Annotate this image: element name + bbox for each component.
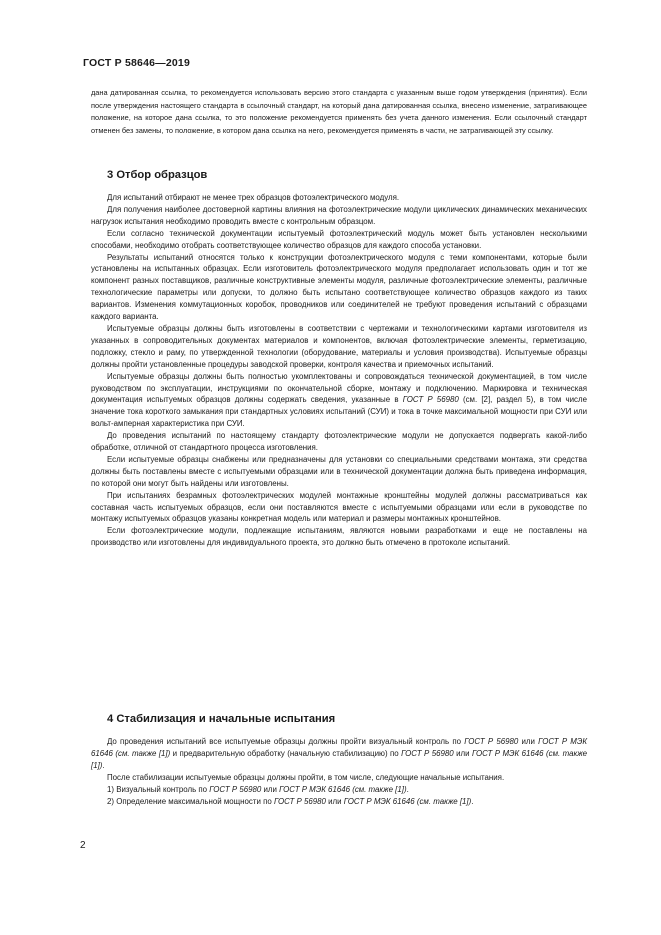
paragraph: После стабилизации испытуемые образцы должны пройти, в том числе, следующие начальные испытания. [107, 772, 505, 782]
list-item: 1) Визуальный контроль по ГОСТ Р 56980 или ГОСТ Р МЭК 61646 (см. также [1]). [107, 784, 409, 794]
paragraph: Испытуемые образцы должны быть полностью укомплектованы и сопровождаться технической документацией, в том числе руководством по эксплуатации, инструкциями по окончательной сборке, монтажу и подключению. Маркировка и техническая документация испытуемых образцов должны содержать сведения, указанные в ГОСТ Р 56980 (см. [2], раздел 5), в том числе значение тока короткого замыкания при стандартных условиях испытаний (СУИ) и тока в точке максимальной мощности при СУИ или вольт-амперная характеристика при СУИ. [91, 371, 587, 429]
list-item: 2) Определение максимальной мощности по ГОСТ Р 56980 или ГОСТ Р МЭК 61646 (см. также [1]). [107, 796, 474, 806]
paragraph: Результаты испытаний относятся только к конструкции фотоэлектрического модуля с теми компонентами, которые были установлены на испытанных образцах. Если изготовитель фотоэлектрического модуля предполагает использовать один и тот же компонент разных поставщиков, различные конструктивные элементы модуля, различные фотоэлектрические элементы, различные технологические параметры или допуски, то должно быть испытано соответствующее количество образцов каждого из таких вариантов. Изменения коммутационных коробок, проводников или соединителей не требуют проведения испытаний с образцами каждого варианта. [91, 252, 587, 322]
standard-reference: ГОСТ Р 56980 [401, 748, 454, 758]
paragraph: Для испытаний отбирают не менее трех образцов фотоэлектрического модуля. [107, 193, 400, 202]
paragraph: Если согласно технической документации испытуемый фотоэлектрический модуль может быть установлен несколькими способами, необходимо отобрать соответствующее количество образцов для каждого способа установки. [91, 228, 587, 250]
document-header: ГОСТ Р 58646—2019 [83, 57, 191, 69]
section-3-heading: 3 Отбор образцов [107, 169, 208, 181]
intro-paragraph: дана датированная ссылка, то рекомендуется использовать версию этого стандарта с указанным выше годом утверждения (принятия). Если после утверждения настоящего стандарта в ссылочный стандарт, на который дана датированная ссылка, внесено изменение, затрагивающее положение, на которое дана ссылка, то это положение рекомендуется применять без учета данного изменения. Если ссылочный стандарт отменен без замены, то положение, в котором дана ссылка на него, рекомендуется применять в части, не затрагивающей эту ссылку. [91, 88, 587, 135]
standard-reference: ГОСТ Р МЭК 61646 [91, 737, 587, 758]
standard-reference: ГОСТ Р МЭК 61646 [471, 748, 544, 758]
paragraph: Для получения наиболее достоверной картины влияния на фотоэлектрические модули циклических динамических механических нагрузок испытания необходимо проводить вместе с контрольным образцом. [91, 204, 587, 226]
paragraph: При испытаниях безрамных фотоэлектрических модулей монтажные кронштейны модулей должны рассматриваться как составная часть испытуемых образцов, если они поставляются вместе с испытуемыми образцами или если в руководстве по монтажу испытуемых образцов указаны конкретная модель или материал и размеры монтажных кронштейнов. [91, 490, 587, 524]
paragraph: Если испытуемые образцы снабжены или предназначены для установки со специальными средствами монтажа, эти средства должны быть поставлены вместе с испытуемыми образцами или в технической документации должна быть приведена информация, по которой они могут быть найдены или изготовлены. [91, 454, 587, 488]
section-3-body [91, 192, 587, 549]
paragraph: До проведения испытаний по настоящему стандарту фотоэлектрические модули не допускается подвергать какой-либо обработке, отличной от стандартного процесса изготовления. [91, 431, 587, 453]
section-4-heading: 4 Стабилизация и начальные испытания [107, 713, 336, 725]
section-4-body [91, 736, 587, 807]
standard-reference: ГОСТ Р 56980 [402, 395, 459, 405]
page-number: 2 [80, 840, 86, 851]
paragraph: До проведения испытаний все испытуемые образцы должны пройти визуальный контроль по ГОСТ Р 56980 или ГОСТ Р МЭК 61646 (см. также [1]) и предварительную обработку (начальную стабилизацию) по ГОСТ Р 56980 или ГОСТ Р МЭК 61646 (см. также [1]). [91, 737, 588, 770]
standard-reference: ГОСТ Р 56980 [464, 737, 519, 746]
paragraph: Испытуемые образцы должны быть изготовлены в соответствии с чертежами и технологическими картами изготовителя из указанных в сопроводительных документах материалов и компонентов, включая фотоэлектрические элементы, герметизацию, подложку, стекло и раму, по утвержденной технологии (оборудование, материалы и условия производства). Испытуемые образцы должны пройти установленные процедуры заводской проверки, контроля качества и приемочных испытаний. [91, 323, 587, 369]
paragraph: Если фотоэлектрические модули, подлежащие испытаниям, являются новыми разработками и еще не поставлены на производство или изготовлены для индивидуального проекта, это должно быть отмечено в протоколе испытаний. [91, 526, 587, 548]
